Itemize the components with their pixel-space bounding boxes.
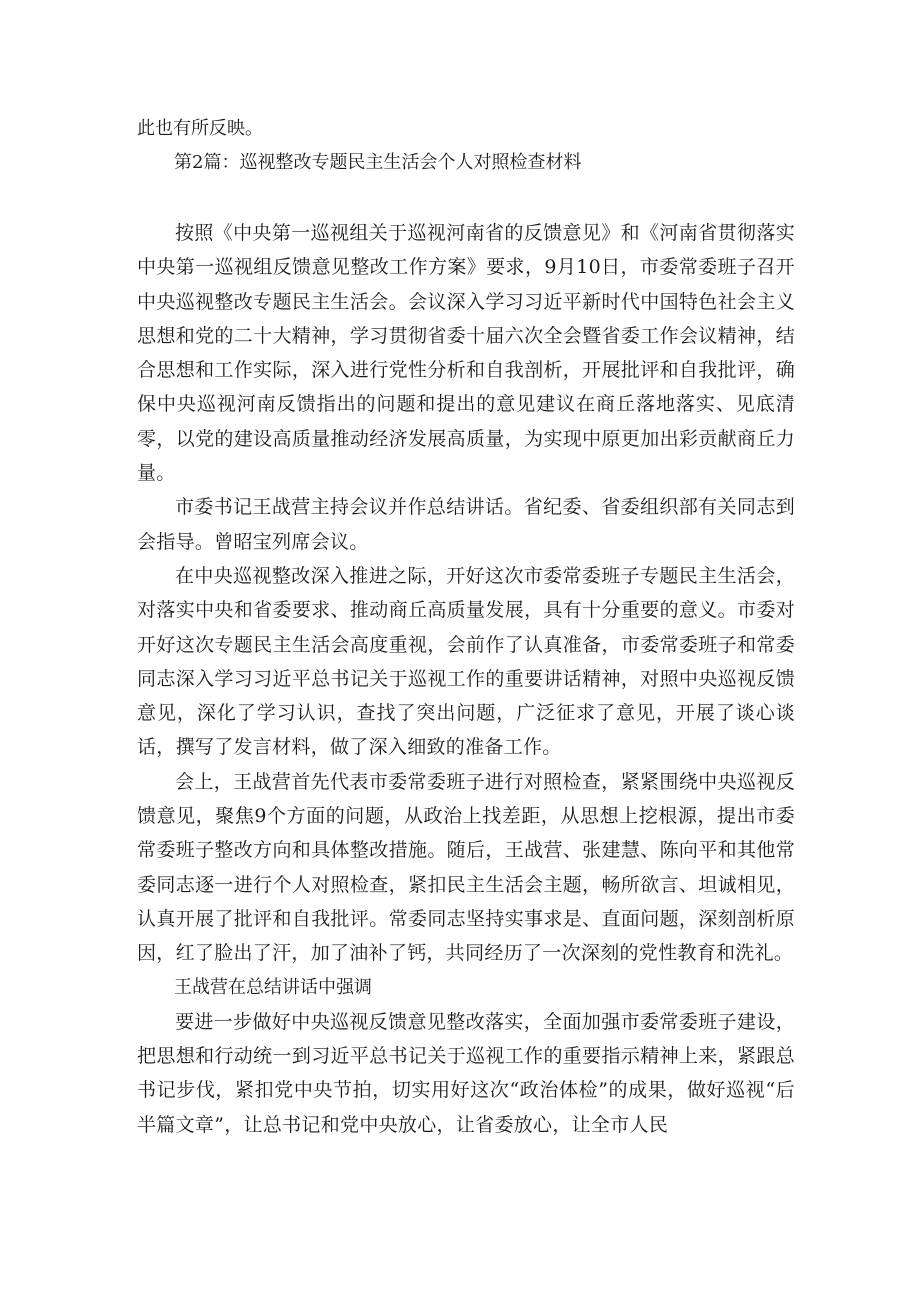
paragraph-1: 按照《中央第一巡视组关于巡视河南省的反馈意见》和《河南省贯彻落实中央第一巡视组反馈意见整改工作方案》要求，9月10日，市委常委班子召开中央巡视整改专题民主生活会。会议深入学习习近平新时代中国特色社会主义思想和党的二十大精神，学习贯彻省委十届六次全会暨省委工作会议精神，结合思想和工作实际，深入进行党性分析和自我剖析，开展批评和自我批评，确保中央巡视河南反馈指出的问题和提出的意见建议在商丘落地落实、见底清零，以党的建设高质量推动经济发展高质量，为实现中原更加出彩贡献商丘力量。 <box>137 222 795 485</box>
paragraph-3: 在中央巡视整改深入推进之际，开好这次市委常委班子专题民主生活会，对落实中央和省委要求、推动商丘高质量发展，具有十分重要的意义。市委对开好这次专题民主生活会高度重视，会前作了认真准备，市委常委班子和常委同志深入学习习近平总书记关于巡视工作的重要讲话精神，对照中央巡视反馈意见，深化了学习认识，查找了突出问题，广泛征求了意见，开展了谈心谈话，撰写了发言材料，做了深入细致的准备工作。 <box>137 564 795 759</box>
document-body <box>137 112 795 1142</box>
paragraph-2: 市委书记王战营主持会议并作总结讲话。省纪委、省委组织部有关同志到会指导。曾昭宝列席会议。 <box>137 496 795 553</box>
intro-tail-text: 此也有所反映。 <box>137 118 263 139</box>
section-heading: 第2篇：巡视整改专题民主生活会个人对照检查材料 <box>174 152 582 173</box>
closing-paragraph: 要进一步做好中央巡视反馈意见整改落实，全面加强市委常委班子建设，把思想和行动统一到习近平总书记关于巡视工作的重要指示精神上来，紧跟总书记步伐，紧扣党中央节拍，切实用好这次“政治体检”的成果，做好巡视“后半篇文章”，让总书记和党中央放心，让省委放心，让全市人民 <box>137 1010 795 1136</box>
subheading: 王战营在总结讲话中强调 <box>174 976 372 998</box>
paragraph-4: 会上，王战营首先代表市委常委班子进行对照检查，紧紧围绕中央巡视反馈意见，聚焦9个方面的问题，从政治上找差距，从思想上挖根源，提出市委常委班子整改方向和具体整改措施。随后，王战营、张建慧、陈向平和其他常委同志逐一进行个人对照检查，紧扣民主生活会主题，畅所欲言、坦诚相见，认真开展了批评和自我批评。常委同志坚持实事求是、直面问题，深刻剖析原因，红了脸出了汗，加了油补了钙，共同经历了一次深刻的党性教育和洗礼。 <box>137 770 795 965</box>
